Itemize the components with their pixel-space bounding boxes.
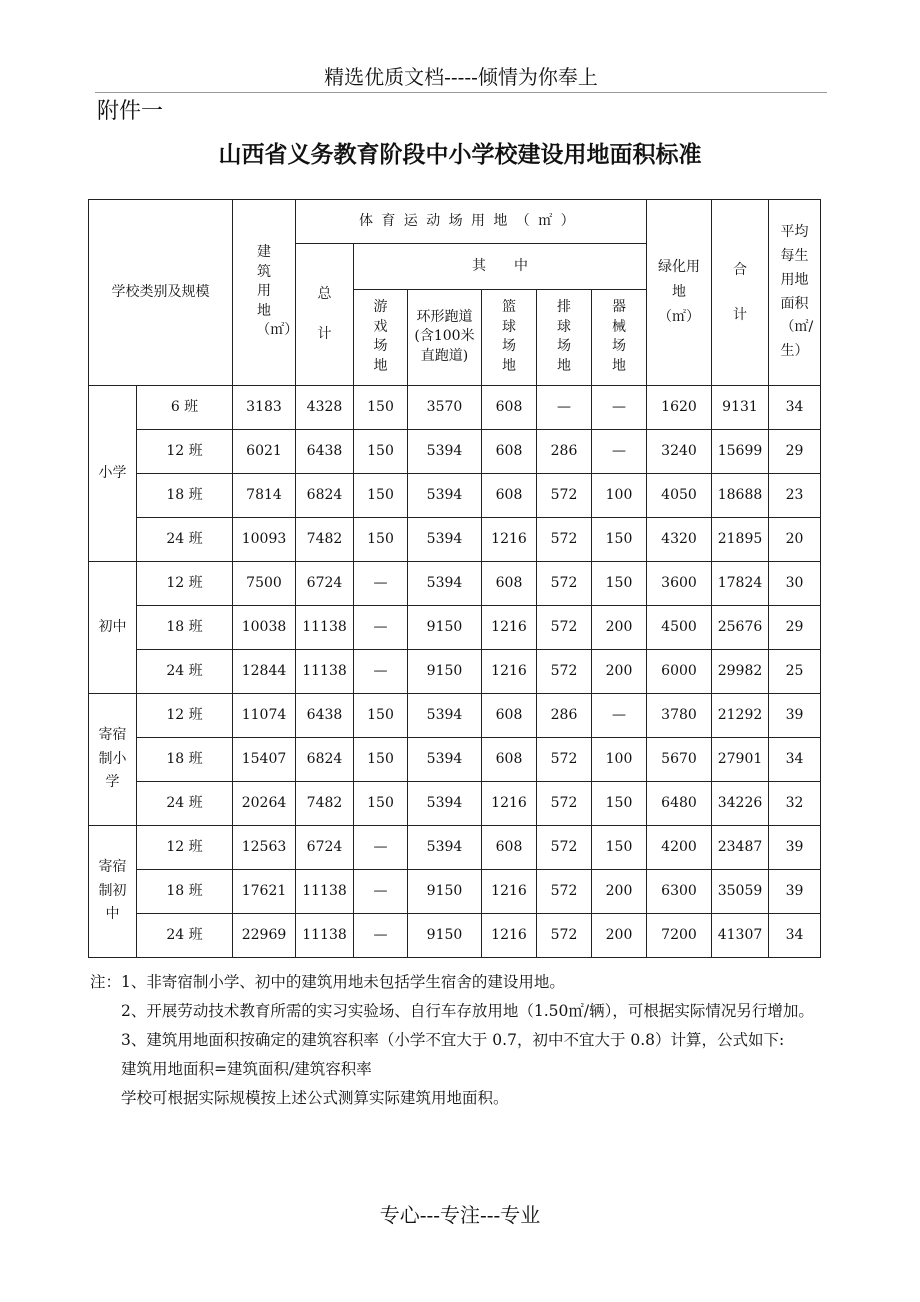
cell-sum: 27901: [712, 738, 769, 782]
note-calc: 学校可根据实际规模按上述公式测算实际建筑用地面积。: [121, 1089, 509, 1107]
group-label: 寄宿制小学: [89, 694, 137, 826]
cell-sum: 23487: [712, 826, 769, 870]
cell-track: 5394: [408, 694, 482, 738]
cell-sports-total: 7482: [296, 518, 354, 562]
cell-scale: 24 班: [137, 518, 233, 562]
cell-sports-total: 6438: [296, 430, 354, 474]
header-avg-per-student: 平均每生用地面积（㎡/生）: [769, 200, 821, 386]
cell-scale: 12 班: [137, 694, 233, 738]
table-row: [89, 650, 821, 694]
cell-track: 5394: [408, 826, 482, 870]
page-footer: 专心---专注---专业: [379, 1203, 541, 1227]
cell-sum: 41307: [712, 914, 769, 958]
cell-play: —: [354, 914, 408, 958]
cell-track: 9150: [408, 914, 482, 958]
cell-scale: 24 班: [137, 782, 233, 826]
group-label: 寄宿制初中: [89, 826, 137, 958]
cell-basketball: 608: [482, 430, 537, 474]
table-row: [89, 386, 821, 430]
cell-sports-total: 7482: [296, 782, 354, 826]
cell-avg: 25: [769, 650, 821, 694]
header-of-which: 其 中: [354, 244, 647, 290]
cell-apparatus: 200: [592, 914, 647, 958]
cell-building: 3183: [233, 386, 296, 430]
cell-sports-total: 6724: [296, 826, 354, 870]
cell-scale: 6 班: [137, 386, 233, 430]
cell-basketball: 608: [482, 694, 537, 738]
cell-sports-total: 4328: [296, 386, 354, 430]
cell-scale: 18 班: [137, 606, 233, 650]
notes-section: [90, 968, 830, 1113]
note-1: 注：1、非寄宿制小学、初中的建筑用地未包括学生宿舍的建设用地。: [90, 973, 565, 991]
cell-avg: 39: [769, 826, 821, 870]
cell-play: —: [354, 870, 408, 914]
cell-sum: 21292: [712, 694, 769, 738]
cell-apparatus: 150: [592, 826, 647, 870]
cell-scale: 24 班: [137, 914, 233, 958]
cell-basketball: 1216: [482, 782, 537, 826]
cell-green: 5670: [647, 738, 712, 782]
cell-play: —: [354, 826, 408, 870]
cell-play: 150: [354, 738, 408, 782]
header-basketball: 篮球场地: [482, 290, 537, 386]
cell-track: 9150: [408, 870, 482, 914]
cell-green: 3240: [647, 430, 712, 474]
cell-sports-total: 11138: [296, 870, 354, 914]
page-header: 精选优质文档-----倾情为你奉上: [95, 62, 827, 93]
group-label: 小学: [89, 386, 137, 562]
header-total: 总计: [296, 244, 354, 386]
cell-basketball: 608: [482, 738, 537, 782]
cell-volleyball: 572: [537, 562, 592, 606]
cell-sports-total: 11138: [296, 606, 354, 650]
land-area-standard-table: [88, 199, 821, 958]
header-sum: 合计: [712, 200, 769, 386]
cell-green: 4200: [647, 826, 712, 870]
table-row: [89, 782, 821, 826]
cell-basketball: 1216: [482, 650, 537, 694]
cell-basketball: 608: [482, 474, 537, 518]
cell-sports-total: 6438: [296, 694, 354, 738]
cell-green: 6000: [647, 650, 712, 694]
cell-scale: 24 班: [137, 650, 233, 694]
table-row: [89, 430, 821, 474]
cell-avg: 32: [769, 782, 821, 826]
table-row: [89, 562, 821, 606]
cell-avg: 34: [769, 914, 821, 958]
cell-building: 7500: [233, 562, 296, 606]
header-volleyball: 排球场地: [537, 290, 592, 386]
cell-sports-total: 6824: [296, 738, 354, 782]
cell-play: —: [354, 562, 408, 606]
cell-sum: 17824: [712, 562, 769, 606]
cell-scale: 18 班: [137, 738, 233, 782]
cell-track: 5394: [408, 474, 482, 518]
cell-volleyball: 572: [537, 870, 592, 914]
cell-apparatus: —: [592, 694, 647, 738]
cell-green: 6480: [647, 782, 712, 826]
cell-volleyball: 572: [537, 914, 592, 958]
cell-apparatus: 150: [592, 562, 647, 606]
cell-volleyball: 572: [537, 826, 592, 870]
cell-track: 9150: [408, 650, 482, 694]
cell-sports-total: 6824: [296, 474, 354, 518]
cell-apparatus: 100: [592, 474, 647, 518]
cell-building: 10038: [233, 606, 296, 650]
cell-track: 5394: [408, 430, 482, 474]
cell-scale: 12 班: [137, 562, 233, 606]
cell-sum: 9131: [712, 386, 769, 430]
cell-building: 15407: [233, 738, 296, 782]
cell-green: 6300: [647, 870, 712, 914]
cell-building: 22969: [233, 914, 296, 958]
cell-sum: 15699: [712, 430, 769, 474]
cell-volleyball: 572: [537, 518, 592, 562]
cell-track: 5394: [408, 782, 482, 826]
cell-basketball: 1216: [482, 606, 537, 650]
cell-avg: 29: [769, 430, 821, 474]
cell-green: 4320: [647, 518, 712, 562]
cell-track: 3570: [408, 386, 482, 430]
cell-play: —: [354, 650, 408, 694]
cell-play: 150: [354, 430, 408, 474]
cell-play: —: [354, 606, 408, 650]
cell-sum: 18688: [712, 474, 769, 518]
cell-sports-total: 6724: [296, 562, 354, 606]
cell-scale: 18 班: [137, 870, 233, 914]
cell-apparatus: —: [592, 386, 647, 430]
note-3: 3、建筑用地面积按确定的建筑容积率（小学不宜大于 0.7，初中不宜大于 0.8）计算，公式如下:: [121, 1031, 785, 1049]
cell-play: 150: [354, 694, 408, 738]
table-row: [89, 826, 821, 870]
cell-basketball: 608: [482, 562, 537, 606]
cell-avg: 20: [769, 518, 821, 562]
table-row: [89, 474, 821, 518]
cell-sum: 34226: [712, 782, 769, 826]
cell-apparatus: 200: [592, 870, 647, 914]
cell-volleyball: —: [537, 386, 592, 430]
cell-green: 3600: [647, 562, 712, 606]
cell-building: 11074: [233, 694, 296, 738]
cell-sum: 35059: [712, 870, 769, 914]
header-apparatus: 器械场地: [592, 290, 647, 386]
cell-track: 5394: [408, 562, 482, 606]
cell-avg: 23: [769, 474, 821, 518]
table-row: [89, 914, 821, 958]
attachment-label: 附件一: [97, 99, 164, 124]
cell-building: 10093: [233, 518, 296, 562]
formula: 建筑用地面积=建筑面积/建筑容积率: [121, 1060, 372, 1078]
cell-building: 6021: [233, 430, 296, 474]
cell-green: 1620: [647, 386, 712, 430]
cell-play: 150: [354, 386, 408, 430]
cell-building: 12844: [233, 650, 296, 694]
cell-track: 9150: [408, 606, 482, 650]
cell-track: 5394: [408, 518, 482, 562]
header-category-scale: 学校类别及规模: [89, 200, 233, 386]
cell-track: 5394: [408, 738, 482, 782]
cell-volleyball: 572: [537, 782, 592, 826]
cell-green: 7200: [647, 914, 712, 958]
cell-volleyball: 572: [537, 606, 592, 650]
cell-green: 4500: [647, 606, 712, 650]
cell-basketball: 608: [482, 386, 537, 430]
cell-building: 17621: [233, 870, 296, 914]
cell-apparatus: 200: [592, 606, 647, 650]
cell-sum: 29982: [712, 650, 769, 694]
document-title: 山西省义务教育阶段中小学校建设用地面积标准: [218, 142, 702, 168]
cell-play: 150: [354, 518, 408, 562]
header-play-area: 游戏场地: [354, 290, 408, 386]
cell-avg: 30: [769, 562, 821, 606]
header-sports-land: 体育运动场用地（㎡）: [296, 200, 647, 244]
cell-avg: 34: [769, 386, 821, 430]
cell-volleyball: 572: [537, 474, 592, 518]
cell-volleyball: 286: [537, 694, 592, 738]
cell-scale: 12 班: [137, 430, 233, 474]
cell-sum: 25676: [712, 606, 769, 650]
cell-basketball: 1216: [482, 518, 537, 562]
cell-basketball: 608: [482, 826, 537, 870]
cell-building: 20264: [233, 782, 296, 826]
cell-avg: 39: [769, 870, 821, 914]
table-row: [89, 694, 821, 738]
group-label: 初中: [89, 562, 137, 694]
cell-basketball: 1216: [482, 914, 537, 958]
cell-apparatus: 150: [592, 782, 647, 826]
cell-sum: 21895: [712, 518, 769, 562]
header-green-land: 绿化用地（㎡）: [647, 200, 712, 386]
cell-green: 3780: [647, 694, 712, 738]
cell-sports-total: 11138: [296, 650, 354, 694]
cell-volleyball: 572: [537, 650, 592, 694]
cell-scale: 18 班: [137, 474, 233, 518]
table-row: [89, 870, 821, 914]
cell-play: 150: [354, 782, 408, 826]
cell-building: 12563: [233, 826, 296, 870]
cell-building: 7814: [233, 474, 296, 518]
cell-green: 4050: [647, 474, 712, 518]
note-2: 2、开展劳动技术教育所需的实习实验场、自行车存放用地（1.50㎡/辆），可根据实际情况另行增加。: [121, 1002, 814, 1020]
cell-apparatus: 200: [592, 650, 647, 694]
cell-play: 150: [354, 474, 408, 518]
cell-avg: 34: [769, 738, 821, 782]
cell-volleyball: 286: [537, 430, 592, 474]
cell-apparatus: 150: [592, 518, 647, 562]
header-running-track: 环形跑道(含100米直跑道): [408, 290, 482, 386]
cell-avg: 39: [769, 694, 821, 738]
table-row: [89, 606, 821, 650]
cell-avg: 29: [769, 606, 821, 650]
header-building-land: 建筑用地（㎡）: [233, 200, 296, 386]
table-row: [89, 738, 821, 782]
cell-apparatus: —: [592, 430, 647, 474]
cell-sports-total: 11138: [296, 914, 354, 958]
cell-apparatus: 100: [592, 738, 647, 782]
table-row: [89, 518, 821, 562]
cell-basketball: 1216: [482, 870, 537, 914]
cell-scale: 12 班: [137, 826, 233, 870]
cell-volleyball: 572: [537, 738, 592, 782]
